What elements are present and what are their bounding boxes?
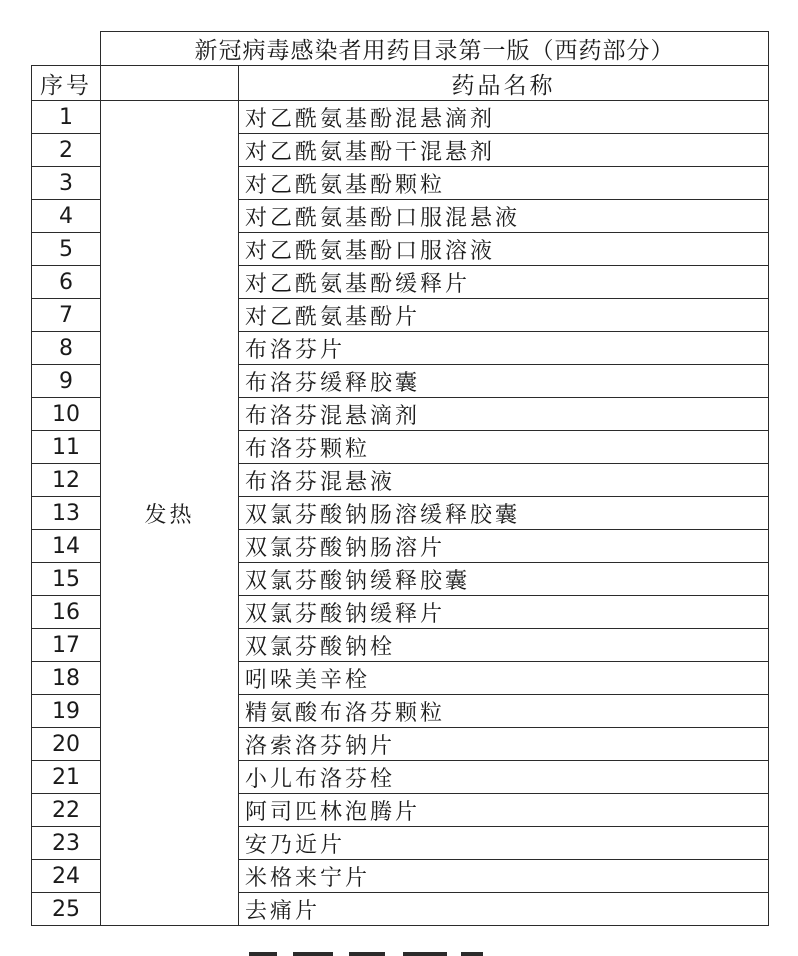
serial-number-cell: 2 xyxy=(32,134,101,167)
drug-name-cell: 布洛芬混悬滴剂 xyxy=(239,398,769,431)
drug-name-cell: 对乙酰氨基酚缓释片 xyxy=(239,266,769,299)
drug-name-cell: 双氯芬酸钠缓释片 xyxy=(239,596,769,629)
serial-number-cell: 10 xyxy=(32,398,101,431)
serial-number-cell: 6 xyxy=(32,266,101,299)
header-category xyxy=(101,66,239,101)
drug-name-cell: 对乙酰氨基酚混悬滴剂 xyxy=(239,101,769,134)
serial-number-cell: 12 xyxy=(32,464,101,497)
drug-list-table xyxy=(31,31,769,926)
serial-number-cell: 3 xyxy=(32,167,101,200)
cut-off-next-row xyxy=(31,950,768,956)
serial-number-cell: 5 xyxy=(32,233,101,266)
drug-name-cell: 精氨酸布洛芬颗粒 xyxy=(239,695,769,728)
serial-number-cell: 4 xyxy=(32,200,101,233)
serial-number-cell: 17 xyxy=(32,629,101,662)
drug-name-cell: 安乃近片 xyxy=(239,827,769,860)
drug-name-cell: 对乙酰氨基酚口服溶液 xyxy=(239,233,769,266)
drug-name-cell: 双氯芬酸钠肠溶缓释胶囊 xyxy=(239,497,769,530)
serial-number-cell: 14 xyxy=(32,530,101,563)
table-row xyxy=(32,101,769,134)
drug-name-cell: 对乙酰氨基酚颗粒 xyxy=(239,167,769,200)
serial-number-cell: 25 xyxy=(32,893,101,926)
category-cell: 发热 xyxy=(101,101,239,926)
serial-number-cell: 13 xyxy=(32,497,101,530)
drug-name-cell: 双氯芬酸钠缓释胶囊 xyxy=(239,563,769,596)
serial-number-cell: 11 xyxy=(32,431,101,464)
serial-number-cell: 9 xyxy=(32,365,101,398)
header-serial-number: 序号 xyxy=(32,66,101,101)
drug-name-cell: 对乙酰氨基酚片 xyxy=(239,299,769,332)
title-blank-cell xyxy=(32,32,101,66)
serial-number-cell: 7 xyxy=(32,299,101,332)
drug-name-cell: 布洛芬片 xyxy=(239,332,769,365)
drug-name-cell: 对乙酰氨基酚口服混悬液 xyxy=(239,200,769,233)
serial-number-cell: 22 xyxy=(32,794,101,827)
drug-name-cell: 米格来宁片 xyxy=(239,860,769,893)
serial-number-cell: 20 xyxy=(32,728,101,761)
serial-number-cell: 24 xyxy=(32,860,101,893)
drug-name-cell: 小儿布洛芬栓 xyxy=(239,761,769,794)
drug-name-cell: 对乙酰氨基酚干混悬剂 xyxy=(239,134,769,167)
table-title: 新冠病毒感染者用药目录第一版（西药部分） xyxy=(101,32,769,66)
serial-number-cell: 15 xyxy=(32,563,101,596)
drug-name-cell: 去痛片 xyxy=(239,893,769,926)
drug-name-cell: 布洛芬缓释胶囊 xyxy=(239,365,769,398)
drug-name-cell: 布洛芬颗粒 xyxy=(239,431,769,464)
serial-number-cell: 8 xyxy=(32,332,101,365)
drug-name-cell: 双氯芬酸钠栓 xyxy=(239,629,769,662)
drug-name-cell: 阿司匹林泡腾片 xyxy=(239,794,769,827)
drug-name-cell: 吲哚美辛栓 xyxy=(239,662,769,695)
serial-number-cell: 16 xyxy=(32,596,101,629)
drug-name-cell: 洛索洛芬钠片 xyxy=(239,728,769,761)
serial-number-cell: 23 xyxy=(32,827,101,860)
header-drug-name: 药品名称 xyxy=(239,66,769,101)
serial-number-cell: 19 xyxy=(32,695,101,728)
serial-number-cell: 21 xyxy=(32,761,101,794)
header-row xyxy=(32,66,769,101)
drug-name-cell: 双氯芬酸钠肠溶片 xyxy=(239,530,769,563)
serial-number-cell: 18 xyxy=(32,662,101,695)
serial-number-cell: 1 xyxy=(32,101,101,134)
title-row xyxy=(32,32,769,66)
drug-name-cell: 布洛芬混悬液 xyxy=(239,464,769,497)
